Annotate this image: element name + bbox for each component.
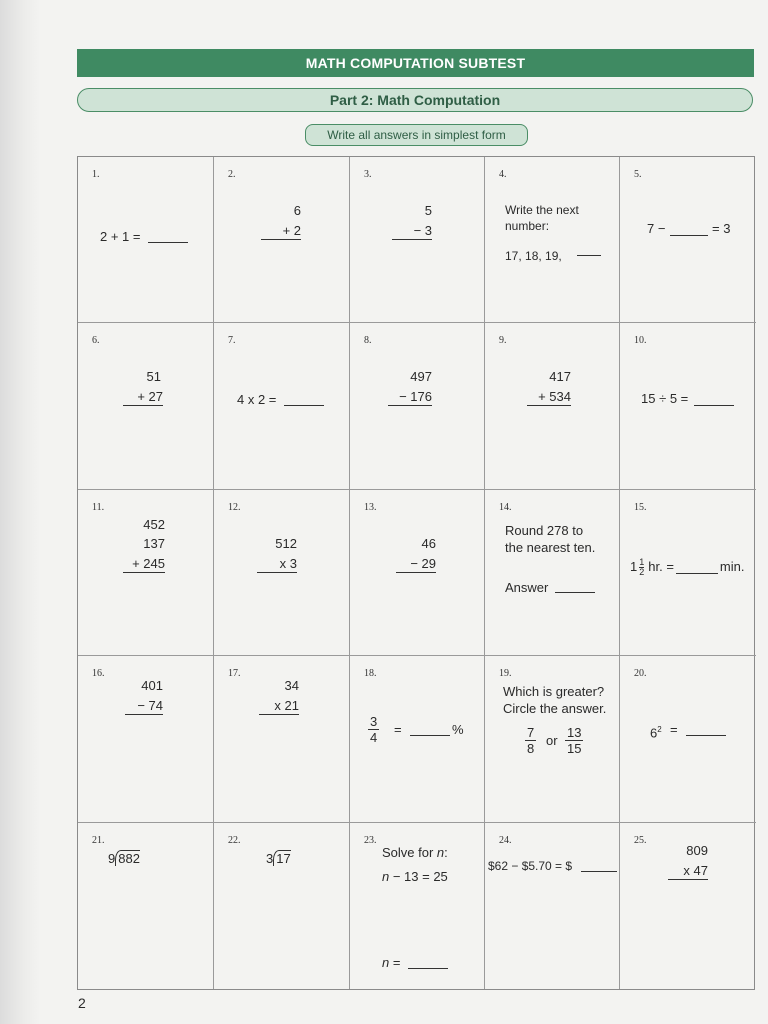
fraction-option-1[interactable] [525, 725, 536, 756]
prompt-line-1: Round 278 to [505, 522, 584, 538]
base: 6 [650, 725, 658, 741]
problem-14 [485, 490, 620, 656]
denominator: 15 [567, 741, 582, 757]
prompt-text: Solve for [382, 844, 437, 860]
problem-3 [350, 157, 485, 323]
problem-number: 18. [364, 668, 377, 680]
problem-number: 24. [499, 834, 512, 846]
addend-2: 137 [143, 535, 165, 551]
instruction-text: Write all answers in simplest form [327, 128, 506, 142]
equals-sign: = [394, 722, 402, 738]
problem-number: 23. [364, 834, 377, 846]
addend-3: + 245 [123, 556, 165, 573]
subtest-title-bar [77, 49, 754, 77]
fraction-option-2[interactable] [565, 725, 583, 756]
problem-8 [350, 323, 485, 489]
problem-21 [78, 823, 214, 989]
exponent-expression [650, 722, 662, 741]
colon: : [444, 844, 448, 860]
equals-sign: = [670, 722, 678, 738]
problem-16 [78, 656, 214, 822]
denominator: 8 [527, 741, 535, 757]
problem-grid [77, 156, 755, 990]
problem-number: 15. [634, 501, 647, 513]
mixed-number-expression [630, 558, 744, 577]
answer-blank[interactable] [408, 968, 448, 969]
dividend: 17 [273, 850, 290, 866]
problem-number: 9. [499, 335, 507, 347]
problem-23 [350, 823, 485, 989]
prompt-line-1 [382, 845, 448, 861]
problem-24 [485, 823, 620, 989]
problem-5 [620, 157, 756, 323]
problem-18 [350, 656, 485, 822]
prompt-line-1: Which is greater? [503, 684, 605, 700]
problem-number: 3. [364, 169, 372, 180]
instruction-banner [305, 124, 528, 146]
numerator: 13 [567, 725, 582, 741]
problem-number: 8. [364, 335, 372, 347]
problem-2 [214, 157, 350, 323]
denominator: 4 [370, 730, 378, 746]
fraction [368, 714, 379, 745]
problem-number: 21. [92, 834, 105, 846]
problem-22 [214, 823, 350, 989]
page-edge-shadow [0, 0, 40, 1024]
operand-bottom: x 3 [257, 556, 297, 573]
problem-10 [620, 323, 756, 489]
variable: n [436, 844, 445, 860]
part-header [77, 88, 753, 112]
problem-expression: 4 x 2 = [237, 392, 277, 408]
operand-bottom: x 21 [259, 698, 299, 715]
problem-number: 1. [92, 169, 100, 180]
numerator: 7 [527, 725, 535, 741]
operand-bottom: − 176 [388, 389, 432, 406]
problem-number: 25. [634, 834, 647, 846]
operand-bottom: − 3 [392, 223, 432, 240]
operand-bottom: + 2 [261, 223, 301, 240]
fraction [639, 558, 644, 577]
prompt-line-2: number: [505, 219, 550, 233]
numerator: 3 [370, 714, 378, 730]
subtest-title: MATH COMPUTATION SUBTEST [305, 55, 526, 71]
unit-hours: hr. = [648, 559, 674, 575]
operand-bottom: + 27 [123, 389, 163, 406]
answer-blank[interactable] [284, 405, 324, 406]
addend-1: 452 [143, 516, 165, 532]
problem-number: 6. [92, 335, 100, 347]
problem-number: 16. [92, 668, 105, 680]
answer-blank[interactable] [581, 871, 617, 872]
number-sequence: 17, 18, 19, [505, 249, 562, 263]
problem-1 [78, 157, 214, 323]
problem-17 [214, 656, 350, 822]
answer-blank[interactable] [577, 255, 601, 256]
problem-11 [78, 490, 214, 656]
divisor: 3 [266, 850, 274, 866]
problem-number: 12. [228, 501, 241, 513]
operand-top: 6 [293, 203, 301, 218]
long-division [266, 851, 291, 867]
problem-number: 17. [228, 668, 241, 680]
answer-blank[interactable] [555, 592, 595, 593]
problem-number: 19. [499, 668, 512, 680]
answer-label: Answer [505, 579, 549, 595]
operand-bottom: + 534 [527, 389, 571, 406]
operand-bottom: − 29 [396, 556, 436, 573]
problem-expression: 15 ÷ 5 = [641, 391, 689, 407]
problem-20 [620, 656, 756, 822]
numerator: 1 [639, 556, 645, 567]
answer-blank[interactable] [148, 242, 188, 243]
problem-7 [214, 323, 350, 489]
problem-expression: $62 − $5.70 = $ [488, 858, 573, 873]
operand-top: 417 [549, 369, 571, 385]
dividend: 882 [115, 850, 140, 866]
problem-13 [350, 490, 485, 656]
answer-blank[interactable] [410, 735, 450, 736]
operand-top: 46 [421, 535, 436, 551]
operand-top: 809 [686, 842, 708, 858]
problem-25 [620, 823, 756, 989]
answer-blank[interactable] [676, 561, 718, 574]
operand-top: 51 [146, 369, 161, 385]
problem-number: 14. [499, 501, 512, 513]
equals-sign: = [389, 954, 401, 970]
divisor: 9 [108, 850, 116, 866]
problem-number: 20. [634, 668, 647, 680]
problem-9 [485, 323, 620, 489]
unit-minutes: min. [719, 559, 745, 575]
expression-right: = 3 [712, 221, 731, 236]
problem-number: 5. [634, 169, 642, 180]
variable: n [382, 954, 390, 970]
answer-prompt [382, 955, 400, 971]
operand-top: 5 [424, 203, 432, 218]
part-title: Part 2: Math Computation [329, 92, 501, 108]
or-word: or [546, 733, 558, 749]
denominator: 2 [639, 566, 645, 577]
problem-number: 22. [228, 834, 241, 846]
problem-15 [620, 490, 756, 656]
prompt-line-1: Write the next [505, 203, 579, 217]
variable: n [382, 868, 390, 884]
problem-12 [214, 490, 350, 656]
problem-number: 4. [499, 169, 507, 180]
prompt-line-2: Circle the answer. [503, 701, 607, 717]
operand-top: 34 [284, 678, 299, 694]
answer-blank[interactable] [694, 405, 734, 406]
operand-bottom: x 47 [668, 863, 708, 880]
operand-top: 497 [410, 369, 432, 385]
operand-top: 512 [275, 535, 297, 551]
operand-top: 401 [141, 678, 163, 694]
operand-bottom: − 74 [125, 698, 163, 715]
problem-number: 7. [228, 335, 236, 347]
problem-4 [485, 157, 620, 323]
problem-expression: 2 + 1 = [100, 229, 141, 244]
answer-blank[interactable] [670, 235, 708, 236]
equation-rest: − 13 = 25 [389, 868, 448, 884]
page-number: 2 [78, 995, 86, 1011]
problem-number: 11. [92, 501, 105, 513]
expression-left: 7 − [647, 221, 666, 236]
whole-number: 1 [630, 559, 638, 575]
problem-number: 10. [634, 335, 647, 347]
percent-sign: % [452, 722, 464, 738]
answer-blank[interactable] [686, 735, 726, 736]
prompt-line-2: the nearest ten. [505, 539, 596, 555]
problem-number: 2. [228, 169, 236, 180]
problem-19 [485, 656, 620, 822]
exponent: 2 [657, 725, 662, 735]
equation [382, 869, 448, 885]
long-division [108, 851, 140, 867]
problem-number: 13. [364, 501, 377, 513]
problem-6 [78, 323, 214, 489]
